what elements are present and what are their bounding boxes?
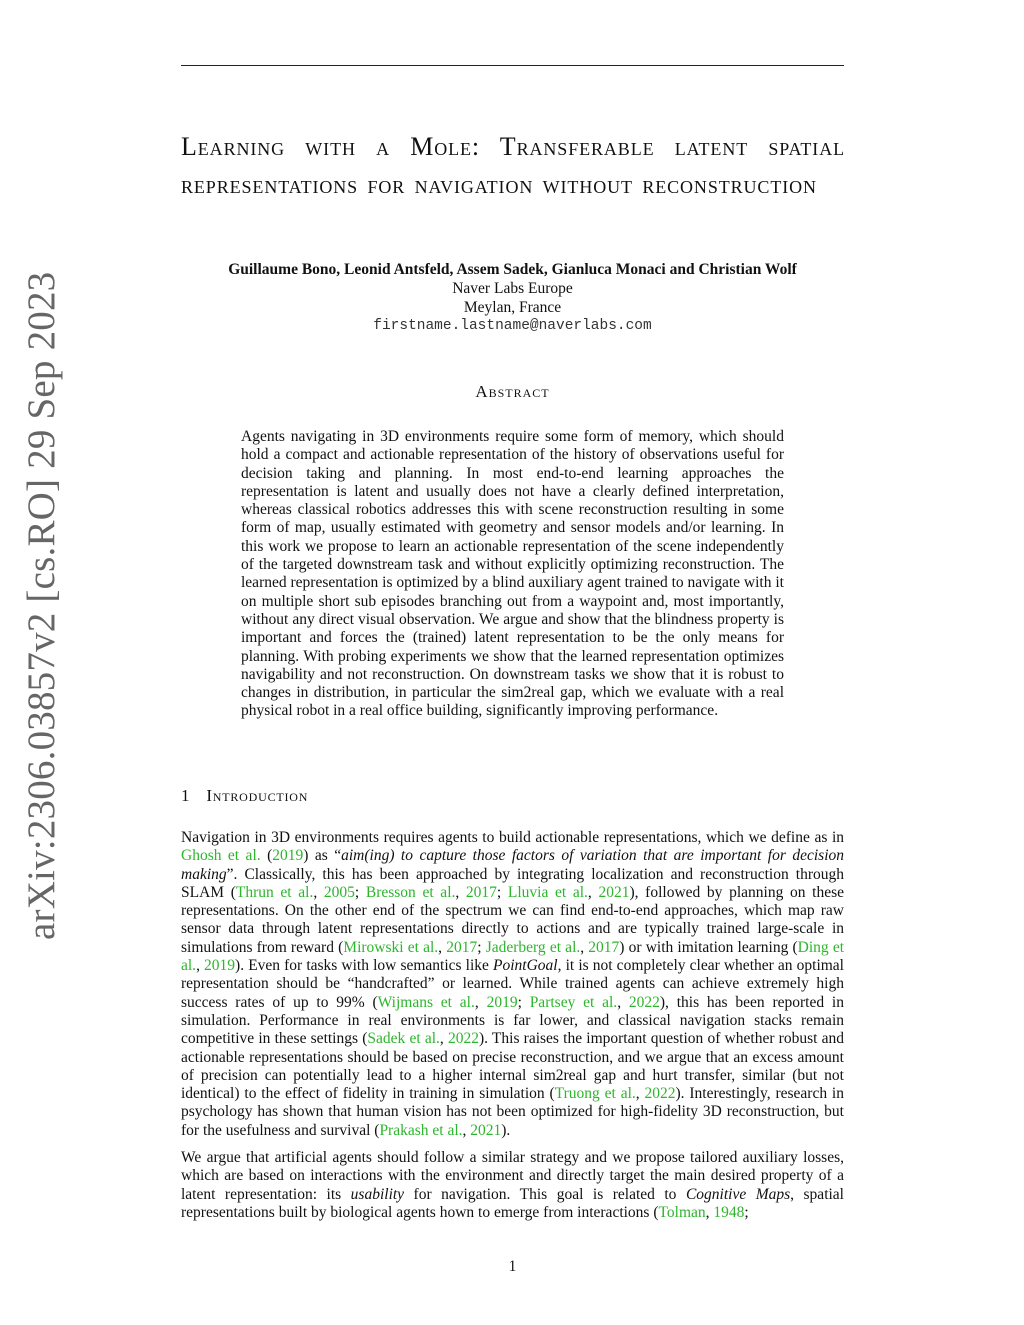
citation-link[interactable]: 2005 (323, 883, 355, 901)
citation-link[interactable]: Jaderberg et al. (485, 938, 581, 956)
citation-link[interactable]: Ghosh et al. (181, 847, 261, 865)
citation-link[interactable]: Bresson et al. (365, 883, 456, 901)
citation-link[interactable]: Tolman (658, 1203, 706, 1221)
citation-link[interactable]: Sadek et al. (367, 1030, 440, 1048)
citation-link[interactable]: Prakash et al. (379, 1121, 463, 1139)
citation-link[interactable]: 2017 (465, 883, 497, 901)
citation-link[interactable]: 2022 (447, 1030, 479, 1048)
quoted-definition: aim(ing) to capture those factors of variation that are important for decision making (181, 847, 844, 883)
citation-link[interactable]: 2019 (204, 957, 236, 975)
abstract-text: Agents navigating in 3D environments require some form of memory, which should hold a compact and actionable representation of the history of observations useful for decision taking and planning. In most end-to-end learning approaches the representation is latent and usually does not have a clearly defined interpretation, whereas classical robotics addresses this with scene reconstruction resulting in some form of map, usually estimated with geometry and sensor models and/or learning. In this work we propose to learn an actionable representation of the scene independently of the targeted downstream task and without explicitly optimizing reconstruction. The learned representation is optimized by a blind auxiliary agent trained to navigate with it on multiple short sub episodes branching out from a waypoint and, most importantly, without any direct visual observation. We argue and show that the blindness property is important and forces the (trained) latent representation to be the only means for planning. With probing experiments we show that the learned representation optimizes navigability and not reconstruction. On downstream tasks we show that it is robust to changes in distribution, in particular the sim2real gap, which we evaluate with a real physical robot in a real office building, significantly improving performance. (241, 428, 784, 720)
emphasis-cognitive-maps: Cognitive Maps (685, 1185, 791, 1203)
section-number: 1 (181, 786, 191, 805)
author-email: firstname.lastname@naverlabs.com (373, 318, 652, 334)
task-name: PointGoal (493, 957, 558, 975)
citation-link[interactable]: 2019 (486, 993, 518, 1011)
header-rule (181, 65, 844, 66)
citation-link[interactable]: 1948 (713, 1203, 745, 1221)
author-block (181, 260, 844, 336)
author-location: Meylan, France (463, 299, 562, 316)
section-heading (181, 786, 844, 806)
page-number: 1 (508, 1258, 517, 1275)
intro-paragraph-2: We argue that artificial agents should follow a similar strategy and we propose tailored auxiliary losses, which are based on interactions with the environment and directly target the main desired property of a latent representation: its usability for navigation. This goal is related to Cognitive Maps, spatial representations built by biological agents hown to emerge from interactions (Tolman, 1948; (181, 1149, 844, 1221)
citation-link[interactable]: 2022 (628, 993, 660, 1011)
citation-link[interactable]: Lluvia et al. (507, 883, 588, 901)
author-names: Guillaume Bono, Leonid Antsfeld, Assem Sadek, Gianluca Monaci and Christian Wolf (228, 261, 797, 278)
citation-link[interactable]: Partsey et al. (529, 993, 618, 1011)
citation-link[interactable]: Thrun et al. (235, 883, 314, 901)
intro-paragraph-1: Navigation in 3D environments requires agents to build actionable representations, which we define as in Ghosh et al. (2019) as “aim(ing) to capture those factors of variation that are important for decision making”. Classically, this has been approached by integrating localization and reconstruction through SLAM (Thrun et al., 2005; Bresson et al., 2017; Lluvia et al., 2021), followed by planning on these representations. On the other end of the spectrum we can find end-to-end approaches, which map raw sensor data through latent representations directly to actions and are typically trained large-scale in simulations from reward (Mirowski et al., 2017; Jaderberg et al., 2017) or with imitation learning (Ding et al., 2019). Even for tasks with low semantics like PointGoal, it is not completely clear whether an optimal representation should be “handcrafted” or learned. While trained agents can achieve extremely high success rates of up to 99% (Wijmans et al., 2019; Partsey et al., 2022), this has been reported in simulation. Performance in real environments is far lower, and classical navigation stacks remain competitive in these settings (Sadek et al., 2022). This raises the important question of whether robust and actionable representations should be based on precise reconstruction, and we argue that an excess amount of precision can potentially lead to a higher internal sim2real gap and hurt transfer, similar (but not identical) to the effect of fidelity in training in simulation (Truong et al., 2022). Interestingly, research in psychology has shown that human vision has not been optimized for high-fidelity 3D reconstruction, but for the usefulness and survival (Prakash et al., 2021). (181, 829, 845, 1139)
paper-title: Learning with a Mole: Transferable latent spatial representations for navigation without reconstruction (181, 132, 845, 199)
emphasis-usability: usability (350, 1185, 405, 1203)
citation-link[interactable]: 2019 (272, 847, 304, 865)
citation-link[interactable]: 2017 (446, 938, 478, 956)
abstract-heading: Abstract (475, 382, 550, 401)
citation-link[interactable]: Ding et al. (181, 938, 845, 975)
citation-link[interactable]: 2021 (470, 1121, 502, 1139)
citation-link[interactable]: Mirowski et al. (343, 938, 439, 956)
citation-link[interactable]: 2017 (588, 938, 620, 956)
section-title: Introduction (206, 786, 309, 805)
citation-link[interactable]: 2022 (644, 1085, 676, 1103)
introduction-body (181, 829, 844, 1231)
author-affiliation: Naver Labs Europe (452, 280, 573, 297)
citation-link[interactable]: Truong et al. (554, 1085, 636, 1103)
arxiv-identifier-stamp: arXiv:2306.03857v2 [cs.RO] 29 Sep 2023 (20, 271, 63, 940)
citation-link[interactable]: Wijmans et al. (377, 993, 475, 1011)
citation-link[interactable]: 2021 (598, 883, 630, 901)
